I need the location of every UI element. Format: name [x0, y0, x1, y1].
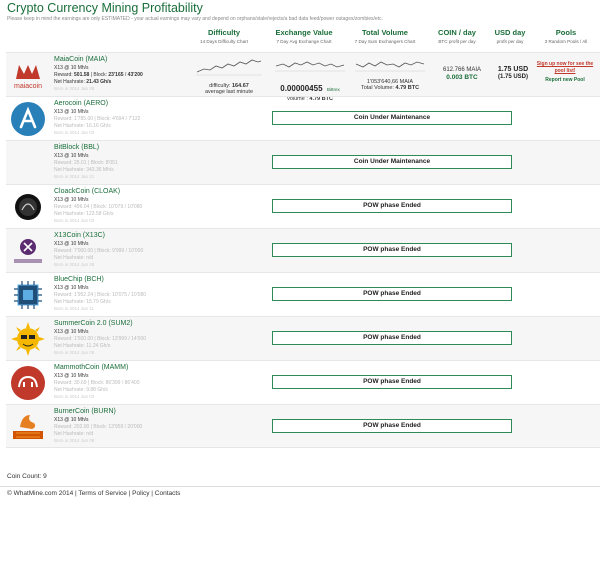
coin-name-link[interactable]: MaiaCoin (MAIA) — [54, 56, 108, 63]
col-usd-day-sub: profit per day — [496, 39, 524, 44]
status-badge: POW phase Ended — [272, 287, 512, 301]
burnercoin-logo[interactable] — [10, 409, 46, 445]
table-row — [6, 360, 600, 404]
usd-per-day: 1.75 USD (1.75 USD) — [497, 66, 529, 80]
coin-info — [54, 56, 214, 91]
status-badge: Coin Under Maintenance — [272, 111, 512, 125]
status-badge: POW phase Ended — [272, 375, 512, 389]
coin-reward: Reward: 501.58 | Block: 23'165 / 43'200 — [54, 72, 143, 78]
coin-hashrate: Net Hashrate: 343.36 Mh/s — [54, 167, 114, 173]
coin-info — [54, 232, 214, 267]
coin-hashrate: Net Hashrate: n/d — [54, 255, 94, 261]
coin-hashrate: Net Hashrate: 11.24 Gh/s — [54, 343, 111, 349]
coin-born: Born in 2014 Jun 03 — [54, 218, 95, 223]
coin-table — [6, 52, 600, 448]
col-exchange-label: Exchange Value — [275, 28, 333, 37]
coin-algo: X13 @ 10 Mh/s — [54, 109, 89, 115]
bluechip-logo[interactable] — [10, 277, 46, 313]
coin-reward: Reward: 25.01 | Block: 8'051 — [54, 160, 118, 166]
exchange-sparkline — [275, 56, 345, 72]
coin-name-link[interactable]: MammothCoin (MAMM) — [54, 364, 129, 371]
coin-per-day: 612.766 MAIA 0.003 BTC — [442, 67, 482, 81]
coin-reward: Reward: 1'952.24 | Block: 10'075 / 10'080 — [54, 292, 147, 298]
difficulty-cell[interactable] — [196, 56, 262, 95]
col-usd-day[interactable] — [488, 28, 532, 44]
coin-reward: Reward: 1'500.00 | Block: 13'999 / 14'000 — [54, 336, 147, 342]
coin-algo: X13 @ 10 Mh/s — [54, 241, 89, 247]
coin-name-link[interactable]: X13Coin (X13C) — [54, 232, 105, 239]
bitblock-logo — [10, 145, 46, 181]
coin-name-link[interactable]: SummerCoin 2.0 (SUM2) — [54, 320, 133, 327]
col-exchange[interactable] — [268, 28, 340, 44]
coin-hashrate: Net Hashrate: n/d — [54, 431, 94, 437]
coin-algo: X13 @ 10 Mh/s — [54, 329, 89, 335]
col-pools[interactable] — [536, 28, 596, 44]
coin-info — [54, 188, 214, 223]
cloakcoin-logo[interactable] — [10, 189, 46, 225]
col-coin-day[interactable] — [430, 28, 484, 44]
status-badge: POW phase Ended — [272, 331, 512, 345]
volume-total: 1'053'640,66 MAIA — [366, 79, 414, 85]
coin-born: Born in 2014 Jun 11 — [54, 306, 94, 311]
coin-born: Born in 2014 Jun 08 — [54, 438, 95, 443]
coin-hashrate: Net Hashrate: 123.58 Gh/s — [54, 211, 114, 217]
footer: © WhatMine.com 2014 | Terms of Service | Policy | Contacts — [7, 490, 181, 497]
exchange-volume: volume : 4.79 BTC — [287, 96, 333, 102]
table-row — [6, 404, 600, 448]
footer-divider — [0, 486, 600, 487]
difficulty-sparkline — [196, 56, 262, 76]
coin-info — [54, 100, 214, 135]
coin-born: Born in 2014 Jun 28 — [54, 262, 95, 267]
status-badge: POW phase Ended — [272, 199, 512, 213]
coin-born: Born in 2014 Jan 21 — [54, 174, 95, 179]
col-coin-day-label: COIN / day — [438, 28, 476, 37]
coin-algo: X13 @ 10 Mh/s — [54, 285, 89, 291]
table-row — [6, 96, 600, 140]
coin-info — [54, 320, 214, 355]
coin-algo: X13 @ 10 Mh/s — [54, 197, 89, 203]
contacts-link[interactable]: Contacts — [154, 490, 181, 497]
coin-algo: X13 @ 10 Mh/s — [54, 373, 89, 379]
col-difficulty-label: Difficulty — [207, 28, 241, 37]
col-exchange-sub: 7 Day Avg Exchange Chart — [276, 39, 332, 44]
maiacoin-logo[interactable] — [10, 57, 46, 93]
table-row — [6, 272, 600, 316]
table-row — [6, 228, 600, 272]
col-pools-sub: 3 Random Pools / All — [544, 39, 588, 44]
coin-reward: Reward: 496.04 | Block: 10'079 / 10'080 — [54, 204, 143, 210]
col-coin-day-sub: BTC profit per day — [438, 39, 476, 44]
status-badge: POW phase Ended — [272, 243, 512, 257]
x13coin-logo[interactable] — [10, 233, 46, 269]
coin-hashrate: Net Hashrate: 9.88 Gh/s — [54, 387, 108, 393]
exchange-source[interactable]: Bittrex — [326, 87, 340, 92]
pool-signup-link[interactable]: Sign up now for see the pool list! — [536, 61, 594, 74]
status-badge: POW phase Ended — [272, 419, 512, 433]
table-row — [6, 184, 600, 228]
coin-info — [54, 408, 214, 443]
volume-btc: Total Volume: 4.79 BTC — [360, 85, 420, 91]
coin-reward: Reward: 202.00 | Block: 13'959 / 20'000 — [54, 424, 143, 430]
table-row — [6, 140, 600, 184]
difficulty-value: difficulty: 164.67 — [209, 83, 249, 89]
coin-born: Born in 2014 Jun 05 — [54, 350, 95, 355]
col-volume[interactable] — [350, 28, 420, 44]
copyright: © WhatMine.com 2014 — [7, 490, 74, 497]
coin-hashrate: Net Hashrate: 21.43 Gh/s — [54, 79, 112, 85]
exchange-value: 0.00000455 Bittrex — [280, 84, 340, 93]
coin-reward: Reward: 30.69 | Block: 86'399 / 86'400 — [54, 380, 140, 386]
coin-born: Born in 2014 Jun 03 — [54, 394, 95, 399]
coin-info — [54, 144, 214, 179]
col-pools-label: Pools — [555, 28, 577, 37]
terms-link[interactable]: Terms of Service — [78, 490, 127, 497]
coin-algo: X13 @ 10 Mh/s — [54, 65, 89, 71]
svg-text:maiacoin: maiacoin — [13, 83, 43, 90]
coin-name-link[interactable]: CloackCoin (CLOAK) — [54, 188, 121, 195]
col-volume-label: Total Volume — [362, 28, 408, 37]
coin-name-link[interactable]: BitBlock (BBL) — [54, 144, 100, 151]
coin-name-link[interactable]: BurnerCoin (BURN) — [54, 408, 116, 415]
coin-info — [54, 276, 214, 311]
aerocoin-logo[interactable] — [10, 101, 46, 137]
coin-name-link[interactable]: BlueChip (BCH) — [54, 276, 104, 283]
coin-count: Coin Count: 9 — [7, 473, 47, 480]
table-row-maia — [6, 52, 600, 102]
coin-hashrate: Net Hashrate: 15.79 Gh/s — [54, 299, 111, 305]
col-difficulty-sub: 14 Days Difficulty Chart — [200, 39, 248, 44]
coin-name-link[interactable]: Aerocoin (AERO) — [54, 100, 109, 107]
mammothcoin-logo[interactable] — [10, 365, 46, 401]
pools-cell — [534, 61, 596, 83]
col-usd-day-label: USD day — [494, 28, 526, 37]
coin-algo: X13 @ 10 Mh/s — [54, 417, 89, 423]
status-badge: Coin Under Maintenance — [272, 155, 512, 169]
volume-cell[interactable] — [352, 56, 428, 91]
coin-reward: Reward: 7'000.00 | Block: 9'999 / 10'000 — [54, 248, 144, 254]
page-title: Crypto Currency Mining Profitability — [7, 1, 203, 15]
volume-sparkline — [355, 56, 425, 72]
coin-born: Born in 2014 Jan 28 — [54, 86, 95, 91]
col-volume-sub: 7 Day Sum Exchangers Chart — [354, 39, 416, 44]
page-disclaimer: Please keep in mind the earnings are only ESTIMATED - your actual earnings may vary and depend on orphans/stale/rejects/a bad data feed/power outages/zombies/etc. — [7, 16, 383, 22]
difficulty-sub: average last minute — [205, 89, 253, 95]
policy-link[interactable]: Policy — [132, 490, 150, 497]
table-row — [6, 316, 600, 360]
coin-hashrate: Net Hashrate: 16.16 Gh/s — [54, 123, 111, 129]
report-pool-link[interactable]: Report new Pool — [545, 77, 585, 83]
col-difficulty[interactable] — [196, 28, 252, 44]
summercoin-logo[interactable] — [10, 321, 46, 357]
coin-info — [54, 364, 214, 399]
coin-born: Born in 2014 Jan 03 — [54, 130, 95, 135]
coin-algo: X13 @ 10 Mh/s — [54, 153, 89, 159]
coin-reward: Reward: 1'785.00 | Block: 4'694 / 7'122 — [54, 116, 141, 122]
